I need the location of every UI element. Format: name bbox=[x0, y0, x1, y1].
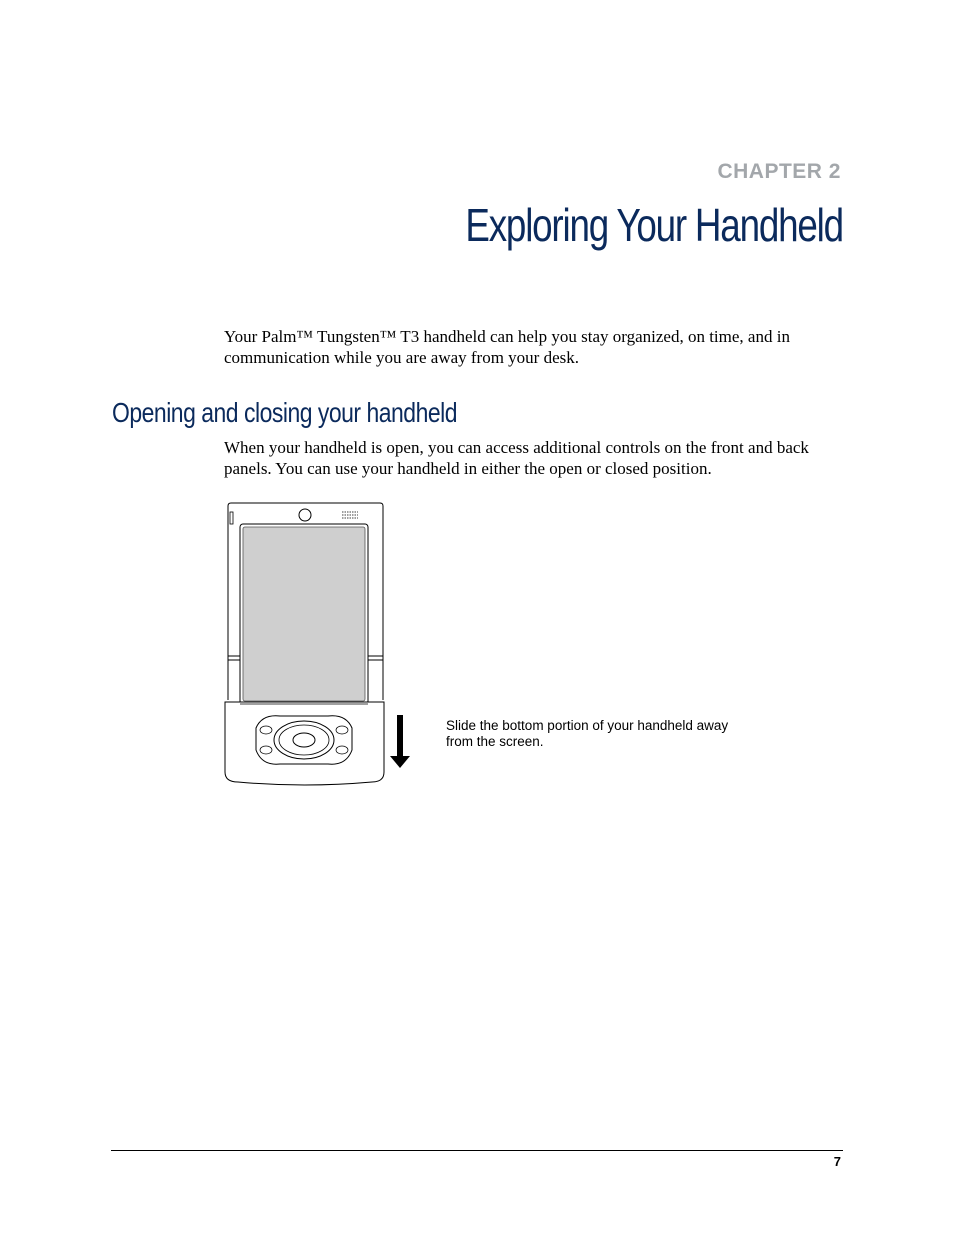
handheld-illustration bbox=[222, 500, 422, 790]
section-body: When your handheld is open, you can access additional controls on the front and back panels. You can use your handheld in either the open or closed position. bbox=[224, 438, 809, 478]
section-heading: Opening and closing your handheld bbox=[112, 397, 458, 428]
screen bbox=[243, 527, 365, 701]
figure-caption: Slide the bottom portion of your handheld away from the screen. bbox=[446, 718, 729, 749]
select-button bbox=[293, 733, 315, 747]
page-number: 7 bbox=[833, 1154, 841, 1169]
footer-rule bbox=[111, 1150, 843, 1151]
indicator-light bbox=[299, 509, 311, 521]
slide-arrow-head-icon bbox=[390, 756, 410, 768]
intro-paragraph: Your Palm™ Tungsten™ T3 handheld can help you stay organized, on time, and in communication while you are away from your desk. bbox=[224, 327, 790, 367]
chapter-label: CHAPTER 2 bbox=[717, 160, 841, 183]
slide-arrow-shaft bbox=[397, 715, 403, 757]
chapter-title: Exploring Your Handheld bbox=[465, 199, 843, 251]
handheld-figure bbox=[222, 500, 422, 790]
